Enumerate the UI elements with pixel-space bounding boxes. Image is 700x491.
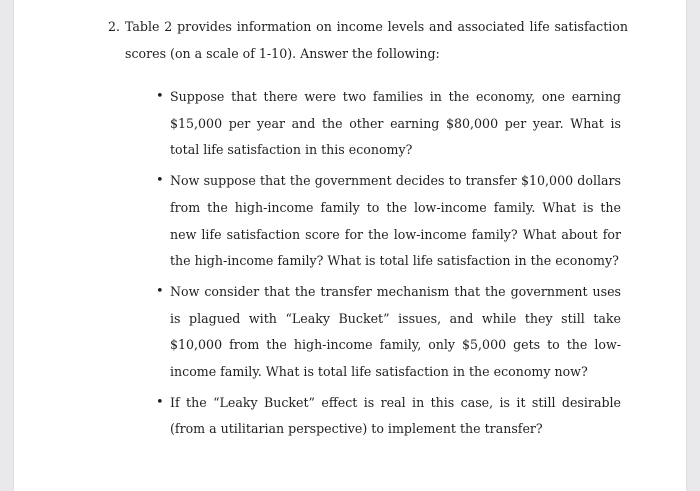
list-item bbox=[156, 168, 621, 275]
question-number: 2. bbox=[108, 19, 121, 34]
bullet-icon: • bbox=[156, 283, 164, 299]
bullet-icon: • bbox=[156, 394, 164, 410]
document-page bbox=[14, 0, 686, 491]
question-header bbox=[108, 14, 628, 67]
sub-question-text: Suppose that there were two families in the economy, one earning $15,000 per year and the other earning $80,000 per year. What is total life satisfaction in this economy? bbox=[170, 89, 621, 158]
bullet-icon: • bbox=[156, 89, 164, 104]
sub-question-text: Now consider that the transfer mechanism that the government uses is plagued with “Leaky Bucket” issues, and while they still take $10,000 from the high-income family, only $5,000 gets to the low-income family. What is total life satisfaction in the economy now? bbox=[170, 283, 621, 380]
list-item bbox=[156, 279, 621, 386]
question-intro: Table 2 provides information on income levels and associated life satisfaction scores (on a scale of 1-10). Answer the following: bbox=[125, 19, 628, 61]
sub-question-text: Now suppose that the government decides to transfer $10,000 dollars from the high-income family to the low-income family. What is the new life satisfaction score for the low-income family? What about for the high-income family? What is total life satisfaction in the economy? bbox=[170, 173, 621, 269]
bullet-icon: • bbox=[156, 173, 164, 189]
list-item bbox=[156, 84, 621, 164]
sub-question-text: If the “Leaky Bucket” effect is real in this case, is it still desirable (from a utilitarian perspective) to implement the transfer? bbox=[170, 394, 621, 437]
list-item bbox=[156, 390, 621, 443]
question-2 bbox=[108, 14, 628, 437]
sub-questions-list bbox=[156, 84, 621, 443]
